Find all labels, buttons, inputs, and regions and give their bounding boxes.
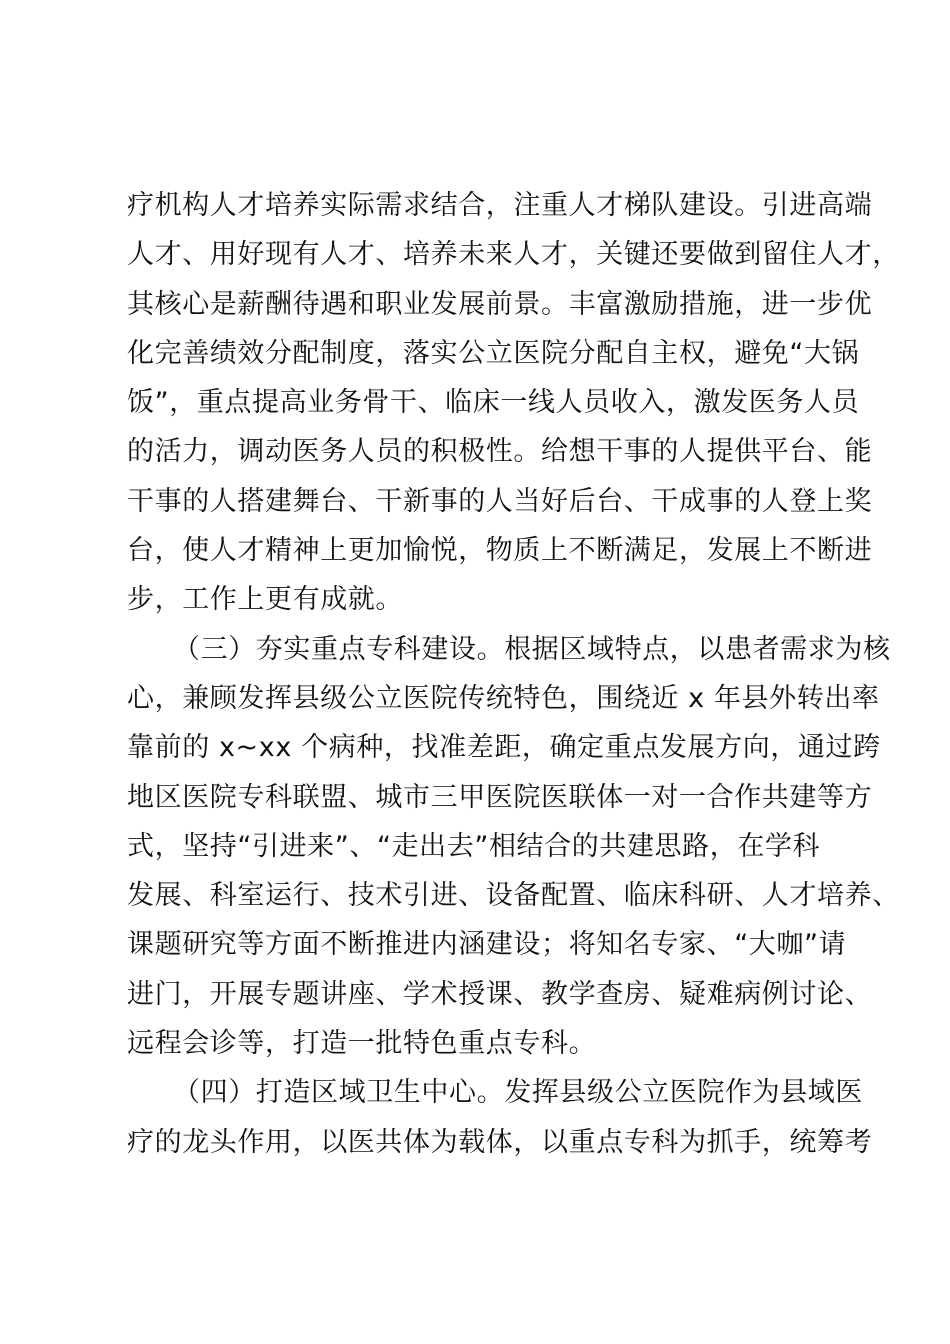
text-line: 靠前的 x~xx 个病种，找准差距，确定重点发展方向，通过跨: [127, 732, 881, 764]
text-line: 人才、用好现有人才、培养未来人才，关键还要做到留住人才，: [127, 239, 900, 271]
text-line: 心，兼顾发挥县级公立医院传统特色，围绕近 x 年县外转出率: [127, 682, 880, 714]
text-line: 疗的龙头作用，以医共体为载体，以重点专科为抓手，统筹考: [127, 1126, 873, 1158]
text-line: 进门，开展专题讲座、学术授课、教学查房、疑难病例讨论、: [127, 978, 873, 1010]
text-line: 的活力，调动医务人员的积极性。给想干事的人提供平台、能: [127, 436, 873, 468]
section-heading-line: （三）夯实重点专科建设。根据区域特点，以患者需求为核: [173, 633, 891, 665]
text-line: 步，工作上更有成就。: [127, 584, 403, 616]
text-line: 化完善绩效分配制度，落实公立医院分配自主权，避免“大锅: [127, 337, 860, 369]
text-line: 饭”，重点提高业务骨干、临床一线人员收入，激发医务人员: [127, 387, 860, 419]
text-line: 式，坚持“引进来”、“走出去”相结合的共建思路，在学科: [127, 830, 821, 862]
text-line: 其核心是薪酬待遇和职业发展前景。丰富激励措施，进一步优: [127, 288, 873, 320]
text-line: 干事的人搭建舞台、干新事的人当好后台、干成事的人登上奖: [127, 485, 873, 517]
text-line: 疗机构人才培养实际需求结合，注重人才梯队建设。引进高端: [127, 190, 873, 221]
text-line: 远程会诊等，打造一批特色重点专科。: [127, 1028, 597, 1060]
text-line: 课题研究等方面不断推进内涵建设；将知名专家、“大咖”请: [127, 929, 847, 961]
text-line: 地区医院专科联盟、城市三甲医院医联体一对一合作共建等方: [127, 781, 873, 813]
text-line: 台，使人才精神上更加愉悦，物质上不断满足，发展上不断进: [127, 535, 873, 567]
body-text: [127, 181, 900, 1167]
section-heading-line: （四）打造区域卫生中心。发挥县级公立医院作为县域医: [173, 1077, 863, 1109]
text-line: 发展、科室运行、技术引进、设备配置、临床科研、人才培养、: [127, 880, 900, 912]
